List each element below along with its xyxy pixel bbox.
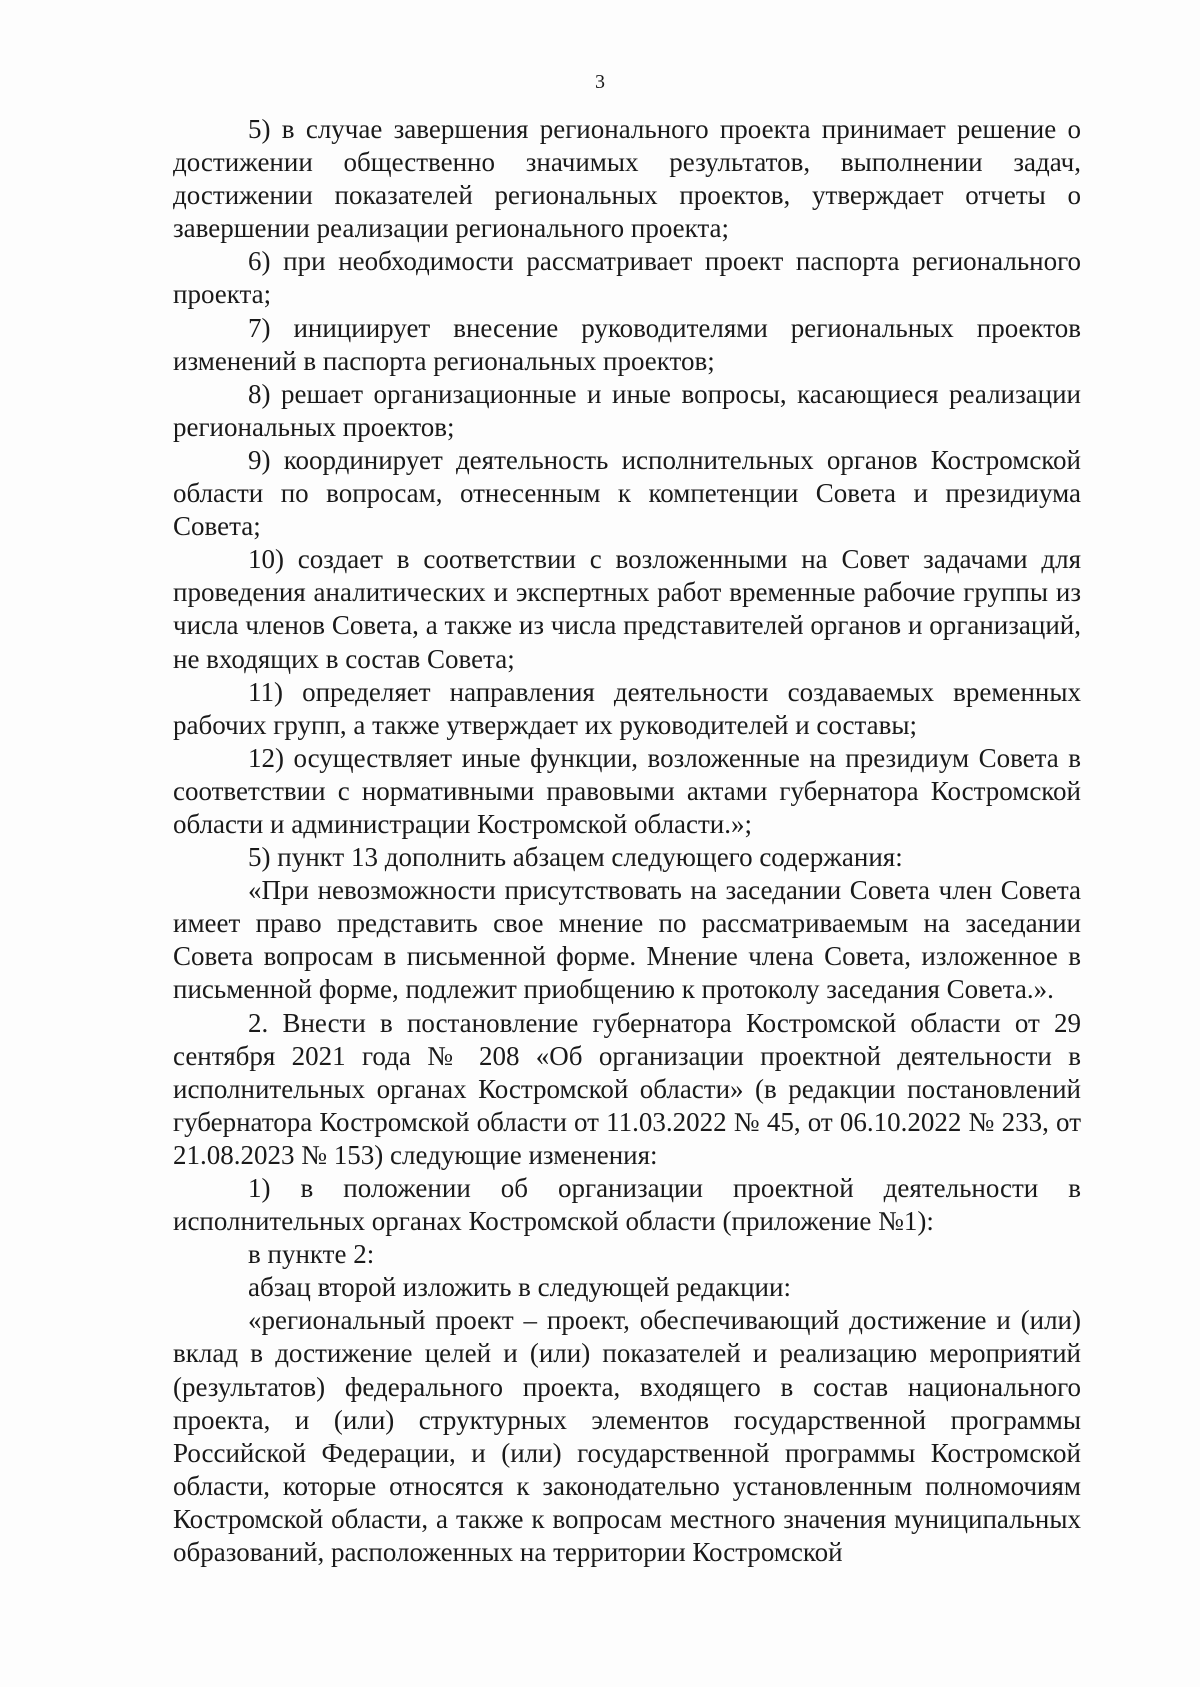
paragraph-second-abzac: абзац второй изложить в следующей редакции: — [248, 1272, 791, 1303]
paragraph-point-13-amendment: 5) пункт 13 дополнить абзацем следующего содержания: — [248, 842, 903, 873]
paragraph-item-6-passport-review: 6) при необходимости рассматривает проект паспорта регионального проекта; — [173, 246, 1081, 310]
paragraph-item-8-organizational-issues: 8) решает организационные и иные вопросы, касающиеся реализации региональных проектов; — [173, 378, 1081, 442]
document-body — [173, 113, 1081, 1569]
page-number: 3 — [595, 71, 605, 93]
paragraph-item-9-coordination: 9) координирует деятельность исполнительных органов Костромской области по вопросам, отнесенным к компетенции Совета и президиума Совета; — [173, 444, 1081, 542]
paragraph-item-10-working-groups: 10) создает в соответствии с возложенными на Совет задачами для проведения аналитических и экспертных работ временные рабочие группы из числа членов Совета, а также из числа представителей органов и организаций, не входящих в состав Совета; — [173, 544, 1081, 674]
paragraph-subitem-1-regulation: 1) в положении об организации проектной деятельности в исполнительных органах Костромской области (приложение №1): — [173, 1173, 1081, 1237]
paragraph-regional-project-definition: «региональный проект – проект, обеспечивающий достижение и (или) вклад в достижение целей и (или) показателей и реализацию мероприятий (результатов) федерального проекта, входящего в состав национального проекта, и (или) структурных элементов государственной программы Российской Федерации, и (или) государственной программы Костромской области, которые относятся к законодательно установленным полномочиям Костромской области, а также к вопросам местного значения муниципальных образований, расположенных на территории Костромской — [173, 1305, 1081, 1568]
paragraph-item-11-group-directions: 11) определяет направления деятельности создаваемых временных рабочих групп, а также утверждает их руководителей и составы; — [173, 676, 1081, 740]
paragraph-item-12-other-functions: 12) осуществляет иные функции, возложенные на президиум Совета в соответствии с нормативными правовыми актами губернатора Костромской области и администрации Костромской области.»; — [173, 742, 1081, 839]
paragraph-section-2-amendments: 2. Внести в постановление губернатора Костромской области от 29 сентября 2021 года № 208 «Об организации проектной деятельности в исполнительных органах Костромской области» (в редакции постановлений губернатора Костромской области от 11.03.2022 № 45, от 06.10.2022 № 233, от 21.08.2023 № 153) следующие изменения: — [173, 1007, 1081, 1170]
paragraph-quoted-written-opinion: «При невозможности присутствовать на заседании Совета член Совета имеет право представить свое мнение по рассматриваемым на заседании Совета вопросам в письменной форме. Мнение члена Совета, изложенное в письменной форме, подлежит приобщению к протоколу заседания Совета.». — [173, 875, 1081, 1005]
paragraph-point-2: в пункте 2: — [248, 1239, 375, 1270]
paragraph-item-7-passport-changes: 7) инициирует внесение руководителями региональных проектов изменений в паспорта региональных проектов; — [173, 312, 1081, 376]
paragraph-item-5-project-completion: 5) в случае завершения регионального проекта принимает решение о достижении общественно значимых результатов, выполнении задач, достижении показателей региональных проектов, утверждает отчеты о завершении реализации регионального проекта; — [173, 114, 1081, 244]
